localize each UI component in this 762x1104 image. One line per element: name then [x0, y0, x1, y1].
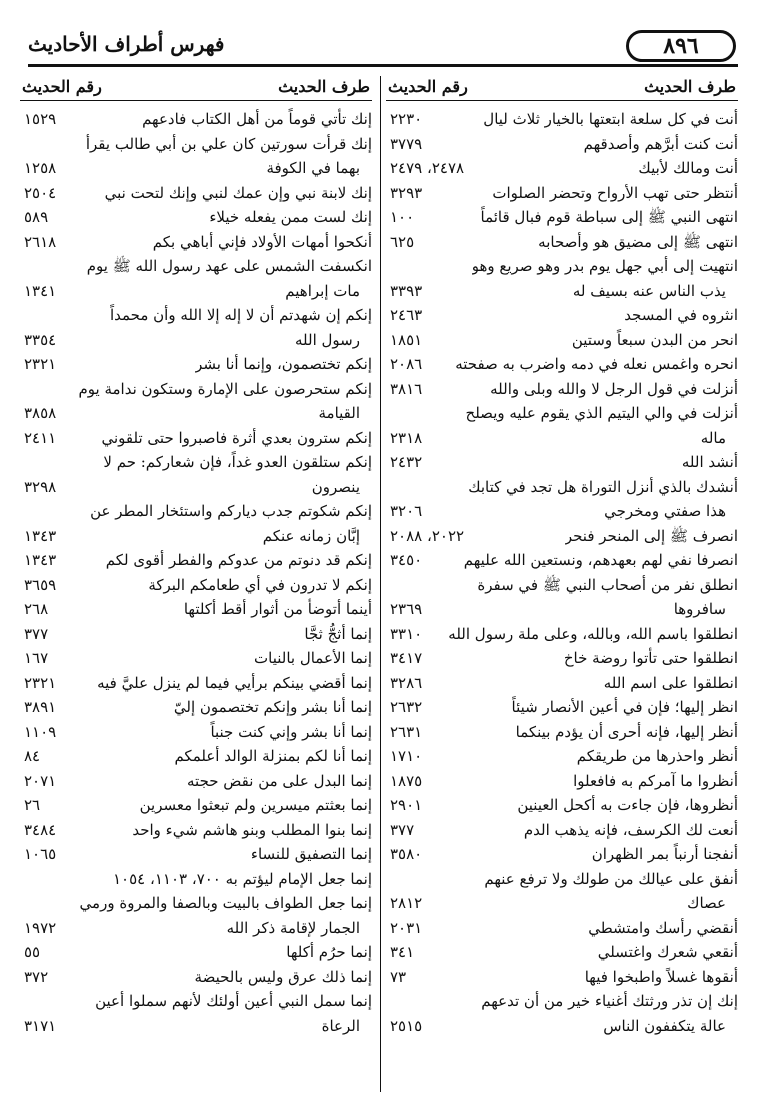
hadith-text: إنك إن تذر ورثتك أغنياء خير من أن تدعهم: [481, 992, 738, 1010]
hadith-number: ٢٤٧٨، ٢٤٧٩: [390, 159, 465, 177]
hadith-number: ٢٦٣١: [390, 722, 423, 741]
hadith-text: انحر من البدن سبعاً وستين: [571, 330, 738, 349]
entry-line: [20, 524, 372, 549]
page-header: [28, 28, 738, 68]
entry-line: [386, 426, 738, 451]
hadith-number: ١٥٢٩: [24, 110, 57, 128]
hadith-number: ٢٣٢١: [24, 673, 57, 692]
hadith-text: انتهيت إلى أبي جهل يوم بدر وهو صريع وهو: [471, 257, 738, 275]
index-entry: [386, 328, 738, 353]
hadith-number: ٣٢٩٨: [24, 477, 57, 496]
hadith-number: ١٨٧٥: [390, 771, 423, 790]
entry-line: [386, 867, 738, 892]
hadith-number: ٨٤: [24, 747, 41, 765]
index-entry: [20, 720, 372, 745]
entry-line: [20, 303, 372, 328]
hadith-number: ١٢٥٨: [24, 159, 57, 177]
index-entry: [20, 744, 372, 769]
hadith-number: ٣٨١٦: [390, 379, 423, 398]
hadith-text: إنما أنا لكم بمنزلة الوالد أعلمكم: [174, 747, 372, 765]
entry-line: [386, 1014, 738, 1039]
index-column-left: [20, 72, 372, 1038]
hadith-text: أنفجنا أرنباً بمر الظهران: [591, 845, 738, 863]
entry-line: [20, 132, 372, 157]
hadith-text: أنشدك بالذي أنزل التوراة هل تجد في كتابك: [468, 477, 738, 496]
hadith-text: إنما أثجُّ ثجَّا: [304, 624, 372, 643]
index-entry: [20, 842, 372, 867]
index-entry: [386, 450, 738, 475]
hadith-number: ٣٤٥٠: [390, 551, 423, 569]
hadith-text: إنما ذلك عرق وليس بالحيضة: [194, 967, 372, 986]
index-entry: [386, 916, 738, 941]
entry-line: [386, 769, 738, 794]
entry-line: [386, 744, 738, 769]
index-entry: [386, 646, 738, 671]
hadith-text: انتهى ﷺ إلى مضيق هو وأصحابه: [538, 232, 738, 251]
entry-line: [386, 940, 738, 965]
hadith-text: ينصرون: [311, 477, 360, 496]
entry-line: [20, 622, 372, 647]
hadith-text: هذا صفتي ومخرجي: [604, 502, 726, 520]
hadith-text: ماله: [700, 428, 726, 447]
page-number-badge: [620, 28, 738, 66]
hadith-number: ٢٠٧١: [24, 771, 57, 790]
entry-line: [20, 401, 372, 426]
entry-line: [386, 450, 738, 475]
hadith-text: أنظر واحذرها من طريقكم: [576, 747, 738, 765]
entry-line: [20, 744, 372, 769]
hadith-text: يذب الناس عنه بسيف له: [572, 281, 726, 300]
hadith-number: ٢٣٦٩: [390, 600, 423, 618]
hadith-number: ٢٦١٨: [24, 232, 57, 251]
index-entry: [386, 622, 738, 647]
entry-line: [386, 328, 738, 353]
entry-line: [20, 426, 372, 451]
hadith-number: ١٠٦٥: [24, 845, 57, 863]
index-entry: [20, 867, 372, 892]
hadith-number: ٣٧٧: [390, 820, 415, 839]
hadith-text: أنظر إليها، فإنه أحرى أن يؤدم بينكما: [515, 722, 738, 741]
entry-line: [20, 1014, 372, 1039]
entry-line: [20, 573, 372, 598]
entry-line: [20, 597, 372, 622]
hadith-text: إنما حرُم أكلها: [286, 943, 372, 961]
hadith-number: ٢٩٠١: [390, 796, 423, 814]
entry-line: [386, 475, 738, 500]
index-entry: [386, 230, 738, 255]
index-entry: [20, 205, 372, 230]
page-number: ٨٩٦: [626, 30, 736, 62]
hadith-number: ١١٠٩: [24, 722, 57, 741]
hadith-number: ٢٤٦٣: [390, 306, 423, 324]
entry-line: [20, 940, 372, 965]
entry-line: [20, 818, 372, 843]
entry-line: [386, 573, 738, 598]
entry-line: [386, 965, 738, 990]
entry-line: [20, 671, 372, 696]
hadith-number: ٢٠٢٢، ٢٠٨٨: [390, 526, 465, 545]
hadith-text: أنشد الله: [681, 453, 738, 471]
hadith-number: ٢٤١١: [24, 428, 57, 447]
entry-line: [20, 499, 372, 524]
entry-line: [386, 695, 738, 720]
index-entry: [20, 352, 372, 377]
entry-line: [386, 254, 738, 279]
entry-line: [20, 377, 372, 402]
hadith-number: ٢٢٣٠: [390, 110, 423, 128]
hadith-text: إنكم سترون بعدي أثرة فاصبروا حتى تلقوني: [101, 428, 372, 447]
hadith-number: ٢٨١٢: [390, 894, 423, 912]
hadith-text: إنما أقضي بينكم برأيي فيما لم ينزل عليَّ فيه: [97, 673, 372, 692]
hadith-text: أنقعي شعرك واغتسلي: [597, 943, 738, 961]
hadith-number: ٣٤١٧: [390, 649, 423, 667]
hadith-text: إنما الأعمال بالنيات: [254, 649, 372, 667]
entry-line: [386, 989, 738, 1014]
page-title: فهرس أطراف الأحاديث: [28, 32, 225, 56]
index-entry: [20, 450, 372, 499]
hadith-number: ١٣٤٣: [24, 526, 57, 545]
hadith-text: الجمار لإقامة ذكر الله: [226, 918, 360, 937]
hadith-text: إنكم ستحرصون على الإمارة وستكون ندامة يوم: [78, 379, 372, 398]
entries-right: [386, 101, 738, 1038]
index-entry: [386, 156, 738, 181]
entry-line: [20, 279, 372, 304]
entry-line: [20, 352, 372, 377]
hadith-text: إنكم إن شهدتم أن لا إله إلا الله وأن محمداً: [109, 306, 372, 324]
column-header-number: رقم الحديث: [22, 76, 102, 96]
hadith-text: انصرف ﷺ إلى المنحر فنحر: [564, 526, 738, 545]
hadith-number: ٧٣: [390, 967, 407, 986]
hadith-number: ٣١٧١: [24, 1016, 57, 1035]
index-entry: [20, 499, 372, 548]
entry-line: [386, 891, 738, 916]
hadith-number: ٣٦٥٩: [24, 575, 57, 594]
hadith-number: ٣٧٢: [24, 967, 49, 986]
hadith-number: ١٩٧٢: [24, 918, 57, 937]
entry-line: [20, 254, 372, 279]
hadith-number: ٣٢٩٣: [390, 183, 423, 202]
hadith-text: أنزلت في والي اليتيم الذي يقوم عليه ويصلح: [465, 404, 738, 422]
index-entry: [20, 597, 372, 622]
entry-line: [386, 132, 738, 157]
hadith-number: ٣٣٥٤: [24, 330, 57, 349]
entry-line: [20, 107, 372, 132]
hadith-text: انحره واغمس نعله في دمه واضرب به صفحته: [455, 355, 738, 373]
hadith-number: ٢٣٢١: [24, 355, 57, 373]
index-entry: [386, 573, 738, 622]
index-entry: [386, 254, 738, 303]
hadith-text: إنما بنوا المطلب وبنو هاشم شيء واحد: [132, 820, 372, 839]
hadith-text: انطلق نفر من أصحاب النبي ﷺ في سفرة: [477, 575, 738, 594]
header-rule: [28, 64, 738, 67]
entry-line: [386, 156, 738, 181]
hadith-number: ٣٢٨٦: [390, 673, 423, 692]
entry-line: [386, 499, 738, 524]
hadith-text: أنظروها، فإن جاءت به أكحل العينين: [517, 796, 738, 814]
hadith-number: ٣٤١: [390, 943, 415, 961]
index-entry: [386, 401, 738, 450]
entry-line: [386, 377, 738, 402]
index-entry: [386, 524, 738, 549]
hadith-number: ٣٨٥٨: [24, 404, 57, 422]
index-entry: [386, 132, 738, 157]
hadith-number: ١٣٤١: [24, 281, 57, 300]
index-entry: [386, 965, 738, 990]
index-entry: [20, 989, 372, 1038]
index-entry: [386, 989, 738, 1038]
hadith-text: إنكم شكوتم جدب دياركم واستئخار المطر عن: [90, 502, 372, 520]
index-entry: [386, 769, 738, 794]
hadith-text: أنت في كل سلعة ابتعتها بالخيار ثلاث ليال: [483, 110, 738, 128]
hadith-text: انصرفا نفي لهم بعهدهم، ونستعين الله عليهم: [463, 551, 738, 569]
hadith-text: إنكم لا تدرون في أي طعامكم البركة: [148, 575, 372, 594]
column-header-text: طرف الحديث: [278, 76, 370, 96]
entry-line: [20, 450, 372, 475]
hadith-text: أنكحوا أمهات الأولاد فإني أباهي بكم: [152, 232, 372, 251]
hadith-text: انطلقوا حتى تأتوا روضة خاخ: [563, 649, 738, 667]
hadith-number: ١٦٧: [24, 649, 49, 667]
entry-line: [20, 548, 372, 573]
index-entry: [386, 352, 738, 377]
hadith-number: ٥٥: [24, 943, 41, 961]
column-divider: [380, 76, 381, 1092]
hadith-text: إنما جعل الطواف بالبيت وبالصفا والمروة ورمي: [79, 894, 372, 912]
hadith-text: إنما أنا بشر وإنكم تختصمون إليّ: [173, 698, 372, 716]
hadith-text: أنت ومالك لأبيك: [638, 159, 738, 177]
index-entry: [20, 548, 372, 573]
index-entry: [20, 254, 372, 303]
hadith-text: أنقضي رأسك وامتشطي: [588, 918, 738, 937]
entry-line: [386, 107, 738, 132]
hadith-text: إنما سمل النبي أعين أولئك لأنهم سملوا أعين: [95, 992, 372, 1010]
index-entry: [386, 475, 738, 524]
entry-line: [386, 401, 738, 426]
index-entry: [386, 867, 738, 916]
index-entry: [20, 622, 372, 647]
hadith-text: إنكم قد دنوتم من عدوكم والفطر أقوى لكم: [105, 551, 372, 569]
index-entry: [386, 695, 738, 720]
index-entry: [20, 940, 372, 965]
entry-line: [386, 818, 738, 843]
hadith-text: انظر إليها؛ فإن في أعين الأنصار شيئاً: [511, 698, 738, 716]
index-entry: [386, 940, 738, 965]
index-entry: [386, 181, 738, 206]
hadith-text: أنعت لك الكرسف، فإنه يذهب الدم: [523, 820, 738, 839]
index-entry: [20, 646, 372, 671]
hadith-text: أنت كنت أبرَّهم وأصدقهم: [583, 134, 738, 153]
index-entry: [386, 720, 738, 745]
hadith-number: ٣٣١٠: [390, 624, 423, 643]
hadith-text: انطلقوا على اسم الله: [603, 673, 738, 692]
hadith-number: ٢٦٨: [24, 600, 49, 618]
hadith-text: إنما بعثتم ميسرين ولم تبعثوا معسرين: [139, 796, 372, 814]
index-column-right: [386, 72, 738, 1038]
index-entry: [386, 303, 738, 328]
hadith-number: ٦٢٥: [390, 232, 415, 251]
hadith-text: انتهى النبي ﷺ إلى سباطة قوم فبال قائماً: [480, 208, 738, 226]
hadith-number: ٣٧٧٩: [390, 134, 423, 153]
hadith-text: انكسفت الشمس على عهد رسول الله ﷺ يوم: [86, 257, 372, 275]
entry-line: [386, 181, 738, 206]
entry-line: [20, 769, 372, 794]
hadith-number: ٢٠٨٦: [390, 355, 423, 373]
index-entry: [20, 573, 372, 598]
index-entry: [386, 107, 738, 132]
hadith-number: ١٧١٠: [390, 747, 423, 765]
index-entry: [386, 377, 738, 402]
entry-line: [386, 548, 738, 573]
index-entry: [386, 548, 738, 573]
entry-line: [20, 793, 372, 818]
hadith-text: عصاك: [687, 894, 726, 912]
hadith-text: بهما في الكوفة: [266, 159, 360, 177]
hadith-text: رسول الله: [295, 330, 360, 349]
column-header: [386, 72, 738, 101]
entry-line: [20, 695, 372, 720]
hadith-text: إنما جعل الإمام ليؤتم به ٧٠٠، ١١٠٣، ١٠٥٤: [113, 869, 372, 888]
entry-line: [20, 181, 372, 206]
hadith-number: ١٨٥١: [390, 330, 423, 349]
hadith-number: ٣٨٩١: [24, 698, 57, 716]
index-entry: [386, 205, 738, 230]
hadith-text: إنكم تختصمون، وإنما أنا بشر: [195, 355, 372, 373]
entry-line: [386, 205, 738, 230]
index-entry: [20, 695, 372, 720]
index-entry: [20, 965, 372, 990]
entry-line: [386, 916, 738, 941]
entry-line: [386, 352, 738, 377]
hadith-text: إنك تأتي قوماً من أهل الكتاب فادعهم: [142, 110, 372, 128]
entry-line: [20, 867, 372, 892]
hadith-number: ٢٥١٥: [390, 1016, 423, 1035]
hadith-number: ١٣٤٣: [24, 551, 57, 569]
entries-left: [20, 101, 372, 1038]
index-entry: [20, 107, 372, 132]
hadith-text: أنتظر حتى تهب الأرواح وتحضر الصلوات: [492, 183, 738, 202]
index-entry: [20, 793, 372, 818]
index-entry: [20, 303, 372, 352]
hadith-number: ٣٤٨٤: [24, 820, 57, 839]
index-entry: [386, 842, 738, 867]
entry-line: [386, 671, 738, 696]
entry-line: [20, 916, 372, 941]
index-entry: [20, 671, 372, 696]
entry-line: [386, 793, 738, 818]
entry-line: [386, 720, 738, 745]
entry-line: [386, 303, 738, 328]
hadith-text: عالة يتكففون الناس: [603, 1016, 726, 1035]
column-header: [20, 72, 372, 101]
entry-line: [20, 475, 372, 500]
entry-line: [20, 891, 372, 916]
hadith-number: ٥٨٩: [24, 208, 49, 226]
hadith-number: ١٠٠: [390, 208, 415, 226]
entry-line: [386, 524, 738, 549]
hadith-number: ٢٠٣١: [390, 918, 423, 937]
hadith-number: ٣٢٠٦: [390, 502, 423, 520]
hadith-text: الرعاة: [321, 1016, 360, 1035]
entry-line: [20, 328, 372, 353]
entry-line: [386, 279, 738, 304]
hadith-text: أينما أتوضأ من أثوار أقط أكلتها: [183, 600, 372, 618]
hadith-text: إنما أنا بشر وإني كنت جنباً: [210, 722, 372, 741]
index-entry: [386, 671, 738, 696]
hadith-text: مات إبراهيم: [285, 281, 360, 300]
hadith-text: أنفق على عيالك من طولك ولا ترفع عنهم: [484, 869, 738, 888]
hadith-text: أنزلت في قول الرجل لا والله وبلى والله: [490, 379, 738, 398]
entry-line: [386, 842, 738, 867]
entry-line: [386, 230, 738, 255]
entry-line: [386, 622, 738, 647]
index-entry: [386, 744, 738, 769]
entry-line: [20, 720, 372, 745]
index-entry: [20, 769, 372, 794]
hadith-text: انطلقوا باسم الله، وبالله، وعلى ملة رسول الله: [448, 624, 738, 643]
hadith-text: إنما البدل على من نقض حجته: [187, 771, 372, 790]
hadith-text: أنظروا ما آمركم به فافعلوا: [573, 771, 738, 790]
hadith-text: القيامة: [318, 404, 360, 422]
hadith-number: ٢٣١٨: [390, 428, 423, 447]
index-entry: [20, 132, 372, 181]
entry-line: [20, 965, 372, 990]
entry-line: [386, 646, 738, 671]
index-entry: [386, 793, 738, 818]
entry-line: [20, 842, 372, 867]
column-header-number: رقم الحديث: [388, 76, 468, 96]
hadith-text: إنك لابنة نبي وإن عمك لنبي وإنك لتحت نبي: [104, 183, 372, 202]
index-entry: [386, 818, 738, 843]
index-entry: [20, 230, 372, 255]
column-header-text: طرف الحديث: [644, 76, 736, 96]
hadith-number: ٢٥٠٤: [24, 183, 57, 202]
hadith-number: ٣٧٧: [24, 624, 49, 643]
hadith-text: سافروها: [673, 600, 726, 618]
hadith-number: ٣٣٩٣: [390, 281, 423, 300]
hadith-text: انثروه في المسجد: [624, 306, 738, 324]
index-entry: [20, 426, 372, 451]
hadith-number: ٢٦٣٢: [390, 698, 423, 716]
hadith-text: إبَّان زمانه عنكم: [262, 526, 360, 545]
entry-line: [20, 156, 372, 181]
hadith-number: ٣٥٨٠: [390, 845, 423, 863]
entry-line: [386, 597, 738, 622]
hadith-text: إنكم ستلقون العدو غداً، فإن شعاركم: حم لا: [103, 453, 372, 471]
hadith-number: ٢٦: [24, 796, 41, 814]
entry-line: [20, 646, 372, 671]
hadith-text: إنك لست ممن يفعله خيلاء: [209, 208, 372, 226]
entry-line: [20, 230, 372, 255]
index-entry: [20, 891, 372, 940]
index-entry: [20, 818, 372, 843]
hadith-text: أنقوها غسلاً واطبخوا فيها: [584, 967, 738, 986]
hadith-text: إنما التصفيق للنساء: [250, 845, 372, 863]
hadith-number: ٢٤٣٢: [390, 453, 423, 471]
entry-line: [20, 205, 372, 230]
hadith-text: إنك قرأت سورتين كان علي بن أبي طالب يقرأ: [85, 134, 372, 153]
index-entry: [20, 377, 372, 426]
entry-line: [20, 989, 372, 1014]
index-entry: [20, 181, 372, 206]
